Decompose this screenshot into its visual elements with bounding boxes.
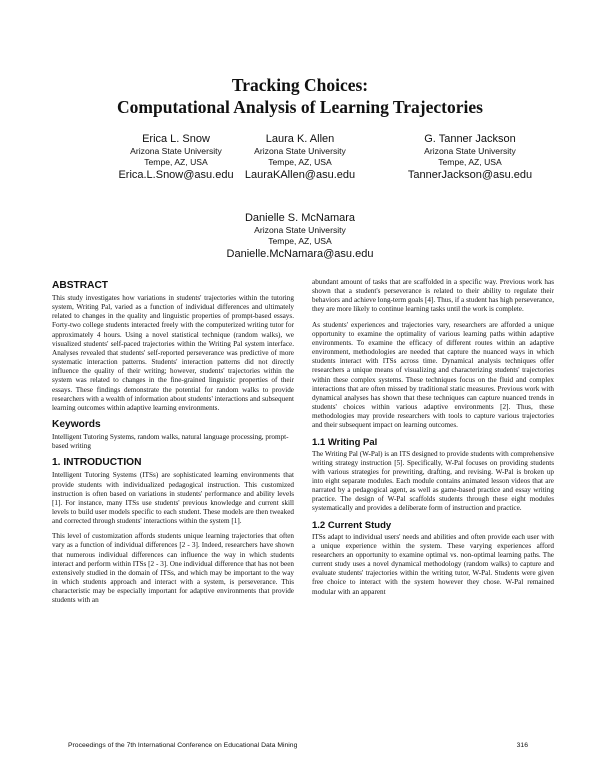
introduction-paragraph-2: This level of customization affords students unique learning trajectories that often vary as a function of individual differences [2 - 3]. Indeed, researchers have shown that numerous individual differences can influence the way in which students interact and perform within ITSs [2 - 3]. One individual difference that has not been extensively studied in the domain of ITSs, and which may be important to the way in which students approach and interact with a system, is perseverance. This characteristic may be especially important for adaptive environments that provide students with an — [52, 532, 294, 605]
author-email[interactable]: Erica.L.Snow@asu.edu — [118, 169, 234, 181]
abstract-text: This study investigates how variations in students' trajectories within the tutoring system, Writing Pal, varied as a function of individual differences and ultimately related to changes in the quality and linguistic properties of prompt-based essays. Forty-two college students interacted freely with the computerized writing tutor for approximately 4 hours. Using a novel statistical technique (random walks), we visualized students' self-paced trajectories within the Writing Pal system interface. Analyses revealed that students' self-reported perseverance was predictive of more systematic interaction patterns. Students' interaction patterns did not directly influence the quality of their writing; however, students' trajectories within the system was related to changes in the fine-grained linguistic properties of their essays. These findings demonstrate the potential for random walks to provide researchers with a wealth of information about students' interactions and subsequent learning outcomes within adaptive learning environments. — [52, 294, 295, 412]
author-affiliation: Arizona State University — [130, 146, 222, 156]
page-number: 316 — [516, 742, 528, 749]
keywords-text: Intelligent Tutoring Systems, random walks, natural language processing, prompt-based writing — [52, 433, 289, 451]
author-block-jackson — [370, 132, 570, 183]
author-location: Tempe, AZ, USA — [438, 157, 502, 167]
right-column — [312, 278, 554, 603]
left-column — [52, 278, 294, 612]
writing-pal-heading: 1.1 Writing Pal — [312, 436, 378, 448]
author-affiliation: Arizona State University — [254, 146, 346, 156]
current-study-paragraph: ITSs adapt to individual users' needs and abilities and often provide each user with a unique experience within the system. These varying experiences afford researchers an opportunity to examine optimal vs. non-optimal learning paths. The current study uses a novel dynamical methodology (random walks) to capture and evaluate students' trajectories within the writing tutor, W-Pal. Students were given free choice to interact with the system however they chose. W-Pal remained modular with an apparent — [312, 532, 554, 596]
author-location: Tempe, AZ, USA — [268, 157, 332, 167]
introduction-heading: 1. INTRODUCTION — [52, 457, 142, 469]
paper-title-line-1: Tracking Choices: — [231, 75, 369, 95]
paper-title-line-2: Computational Analysis of Learning Trajectories — [117, 97, 483, 117]
author-name: Laura K. Allen — [265, 133, 335, 145]
author-name: Erica L. Snow — [142, 133, 210, 145]
author-name: Danielle S. McNamara — [244, 212, 356, 224]
keywords-heading: Keywords — [52, 419, 101, 431]
introduction-paragraph-4: As students' experiences and trajectories vary, researchers are afforded a unique opportunity to examine the optimality of various learning paths within adaptive environments. To examine the efficacy of different routes within an adaptive environment, methodologies are needed that capture the nuanced ways in which students interact with ITSs across time. Dynamical analysis techniques offer researchers a unique means of visualizing and characterizing students' trajectories within these complex systems. These techniques focus on the fluid and complex interactions that are often missed by traditional static measures. Previous work with dynamical analyses has shown that these techniques can capture nuanced trends in students' choices within various adaptive environments [2]. Thus, these methodologies may provide researchers with tools to capture various trajectories and their subsequent impact on learning outcomes. — [312, 320, 554, 430]
abstract-heading: ABSTRACT — [52, 280, 109, 291]
proceedings-footer-text: Proceedings of the 7th International Conference on Educational Data Mining — [68, 742, 298, 749]
author-location: Tempe, AZ, USA — [268, 236, 332, 246]
writing-pal-paragraph: The Writing Pal (W-Pal) is an ITS designed to provide students with comprehensive writing strategy instruction [5]. Specifically, W-Pal focuses on providing students with various strategies for prewriting, drafting, and revising. W-Pal is broken up into eight separate modules. Each module contains animated lesson videos that are narrated by a pedagogical agent, as well as game-based practice and essay writing practice. The design of W-Pal scaffolds students through these eight modules systematically and provides a deliberate form of instruction and practice. — [312, 449, 554, 513]
author-email[interactable]: TannerJackson@asu.edu — [407, 169, 533, 181]
author-location: Tempe, AZ, USA — [144, 157, 208, 167]
author-name: G. Tanner Jackson — [424, 133, 516, 145]
author-affiliation: Arizona State University — [254, 225, 346, 235]
current-study-heading: 1.2 Current Study — [312, 519, 392, 531]
introduction-paragraph-1: Intelligent Tutoring Systems (ITSs) are sophisticated learning environments that provide students with individualized pedagogical instruction. This customized instruction is often based on variations in students' performance and ability levels [1]. For instance, many ITSs use students' previous knowledge and current skill levels to build user models specific to each student. These models are then tweaked and corrected through students' interactions within the system [1]. — [52, 471, 294, 526]
introduction-paragraph-3: abundant amount of tasks that are scaffolded in a specific way. Previous work has shown that a student's perseverance is related to their ability to regulate their behaviors and achieve long-term goals [4]. Thus, if a student has high perseverance, they are more likely to continue learning tasks until the work is complete. — [312, 278, 554, 314]
author-email[interactable]: LauraKAllen@asu.edu — [244, 169, 356, 181]
author-affiliation: Arizona State University — [424, 146, 516, 156]
author-block-mcnamara — [200, 211, 400, 262]
author-email[interactable]: Danielle.McNamara@asu.edu — [226, 248, 374, 260]
